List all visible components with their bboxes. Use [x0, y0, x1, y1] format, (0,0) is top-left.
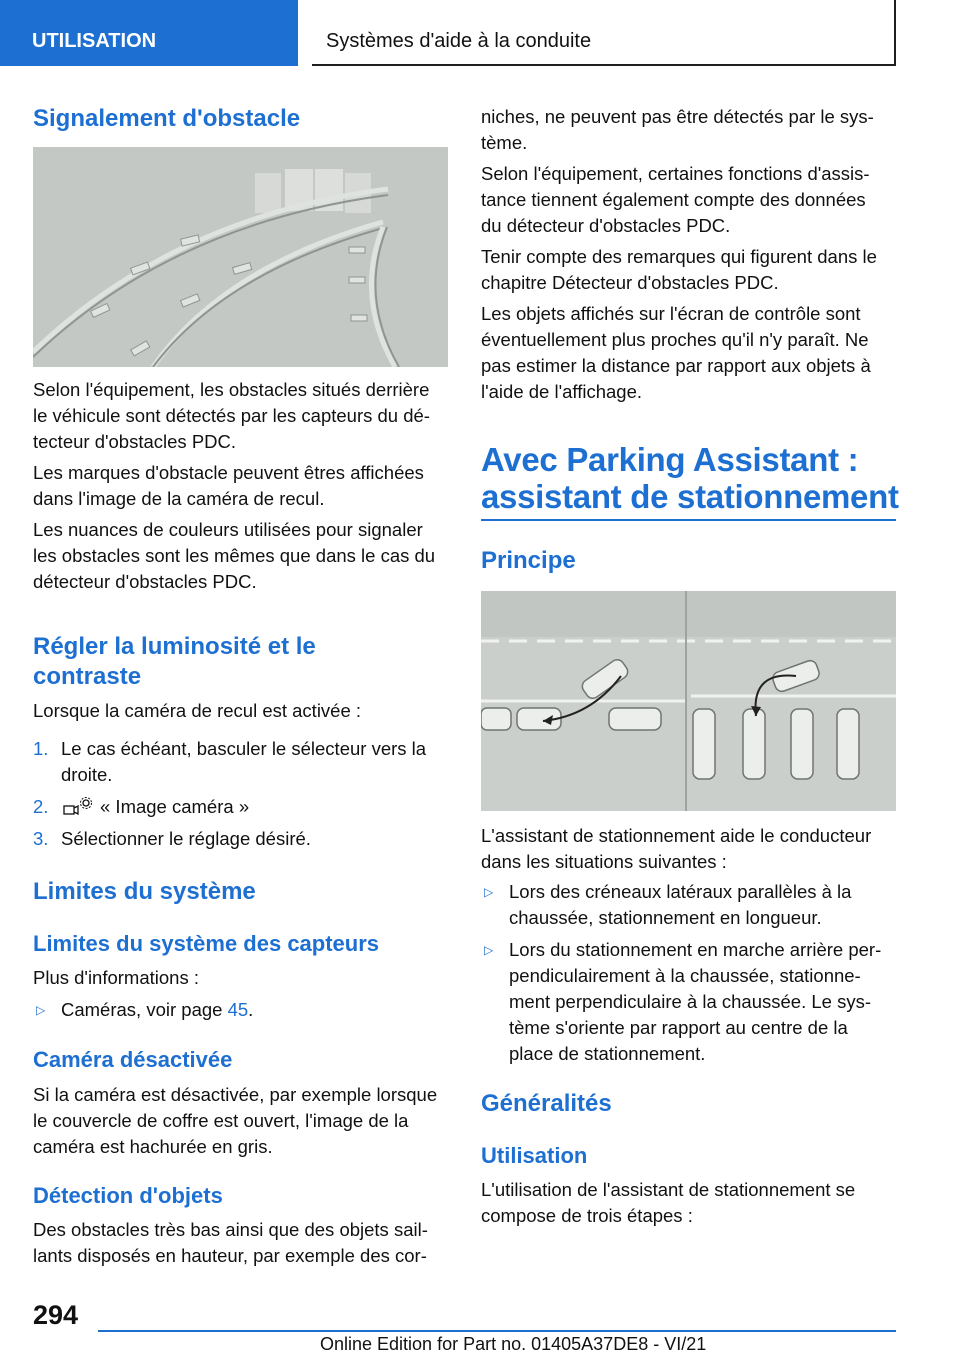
parking-assistant-illustration — [481, 591, 896, 811]
paragraph-utilisation: L'utilisation de l'assistant de stationnement se compose de trois étapes : — [481, 1179, 856, 1226]
step-2-text: « Image caméra » — [100, 796, 250, 817]
step-1-text: Le cas échéant, basculer le sélecteur vers la droite. — [61, 738, 427, 785]
heading-underline — [481, 519, 896, 521]
paragraph-plus-infos: Plus d'informations : — [33, 967, 199, 988]
paragraph-nuances: Les nuances de couleurs utilisées pour signaler les obstacles sont les mêmes que dans le cas du détecteur d'obstacles PDC. — [33, 519, 436, 592]
paragraph-corniches: niches, ne peuvent pas être détectés par le sys‐ tème. — [481, 106, 874, 153]
bullet-triangle-icon: ▷ — [36, 1003, 46, 1017]
bullet-triangle-icon: ▷ — [484, 885, 494, 899]
paragraph-detection: Des obstacles très bas ainsi que des objets sail‐ lants disposés en hauteur, par exemple des cor‐ — [33, 1219, 428, 1266]
heading-utilisation: Utilisation — [481, 1143, 588, 1168]
bullet-cameras: Caméras, voir page 45. — [61, 999, 254, 1020]
heading-generalites: Généralités — [481, 1090, 612, 1117]
heading-limites: Limites du système — [33, 878, 256, 905]
step-3-text: Sélectionner le réglage désiré. — [61, 828, 311, 849]
paragraph-camera-desactivee: Si la caméra est désactivée, par exemple lorsque le couvercle de coffre est ouvert, l'image de la caméra est hachurée en gris. — [33, 1084, 438, 1157]
step-number-1: 1. — [33, 738, 49, 759]
heading-detection: Détection d'objets — [33, 1183, 223, 1208]
heading-principe: Principe — [481, 547, 576, 574]
bullet-marche-arriere: Lors du stationnement en marche arrière per‐ pendiculairement à la chaussée, stationne‐ ment perpendiculaire à la chaussée. Le sys‐ tème s'oriente par rapport au centre de la place de stationnement. — [509, 939, 882, 1064]
heading-parking-assistant: Avec Parking Assistant : assistant de stationnement — [481, 441, 899, 515]
footer-edition: Online Edition for Part no. 01405A37DE8 - VI/21 — [320, 1334, 707, 1354]
page-number: 294 — [33, 1300, 79, 1330]
paragraph-remarques: Tenir compte des remarques qui figurent dans le chapitre Détecteur d'obstacles PDC. — [481, 246, 877, 293]
page-link-45[interactable]: 45 — [227, 999, 249, 1020]
footer-rule — [98, 1330, 896, 1332]
header-section: UTILISATION — [0, 0, 298, 66]
heading-limites-capteurs: Limites du système des capteurs — [33, 931, 380, 956]
heading-camera-desactivee: Caméra désactivée — [33, 1047, 233, 1072]
paragraph-camera-activee: Lorsque la caméra de recul est activée : — [33, 700, 362, 721]
paragraph-marques: Les marques d'obstacle peuvent êtres affichées dans l'image de la caméra de recul. — [33, 462, 424, 509]
step-number-3: 3. — [33, 828, 49, 849]
header-chapter: Systèmes d'aide à la conduite — [312, 0, 896, 66]
heading-signalement: Signalement d'obstacle — [33, 105, 301, 132]
bullet-triangle-icon: ▷ — [484, 943, 494, 957]
step-number-2: 2. — [33, 796, 49, 817]
paragraph-fonctions-assistance: Selon l'équipement, certaines fonctions d'assis‐ tance tiennent également compte des données du détecteur d'obstacles PDC. — [481, 163, 870, 236]
paragraph-equipement: Selon l'équipement, les obstacles situés derrière le véhicule sont détectés par les capteurs du dé‐ tecteur d'obstacles PDC. — [33, 379, 430, 452]
bullet-creneaux: Lors des créneaux latéraux parallèles à la chaussée, stationnement en longueur. — [509, 881, 852, 928]
paragraph-objets-affiches: Les objets affichés sur l'écran de contrôle sont éventuellement plus proches qu'il n'y paraît. Ne pas estimer la distance par rapport aux objets à l'aide de l'affichage. — [481, 303, 871, 402]
camera-settings-icon — [62, 796, 94, 818]
heading-regler: Régler la luminosité et le contraste — [33, 633, 316, 690]
paragraph-assistant-aide: L'assistant de stationnement aide le conducteur dans les situations suivantes : — [481, 825, 872, 872]
rear-camera-obstacle-illustration — [33, 147, 448, 367]
